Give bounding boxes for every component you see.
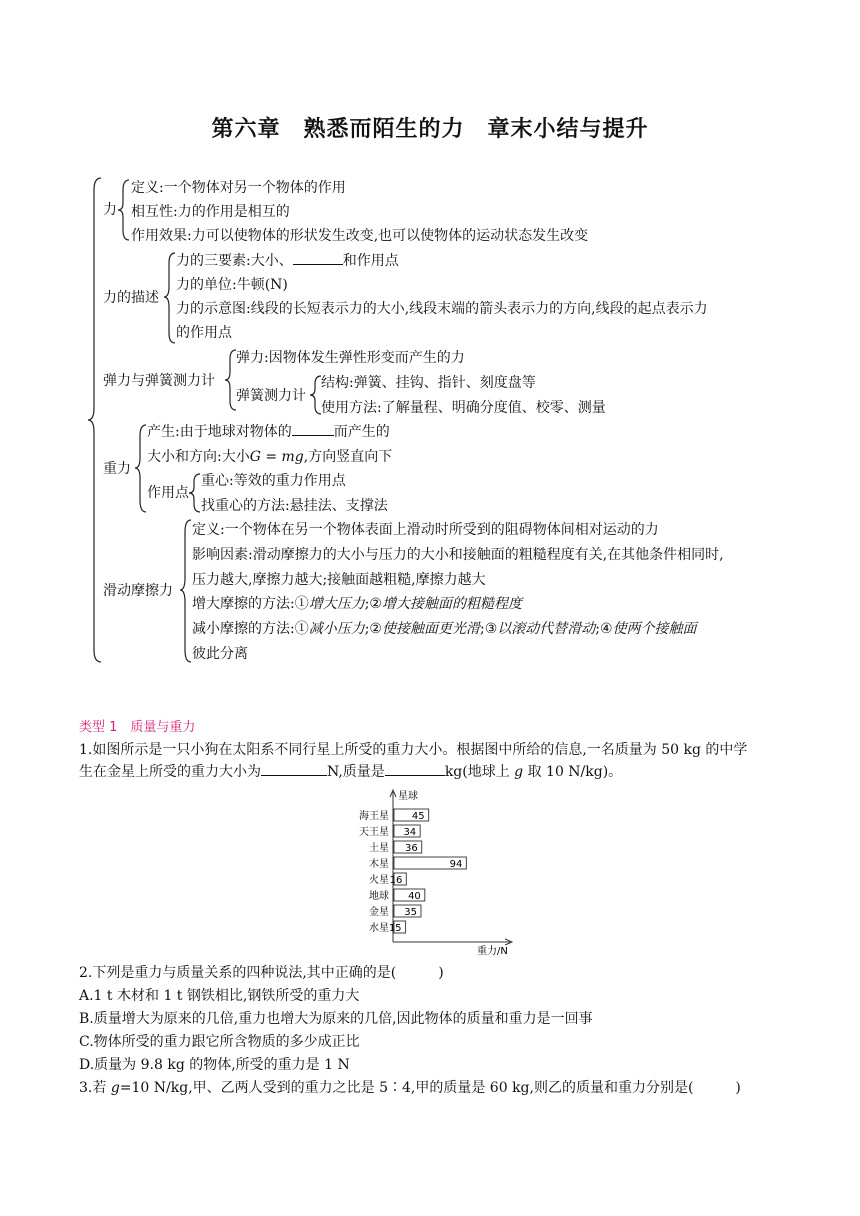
force-diagram-line2: 的作用点 [176, 325, 232, 341]
friction-label: 滑动摩擦力 [103, 583, 173, 599]
q2-option-b: B.质量增大为原来的几倍,重力也增大为原来的几倍,因此物体的质量和重力是一回事 [79, 1011, 593, 1027]
meter-structure: 结构:弹簧、挂钩、指针、刻度盘等 [321, 375, 536, 391]
friction-factor-line1: 影响因素:滑动摩擦力的大小与压力的大小和接触面的粗糙程度有关,在其他条件相同时, [192, 547, 724, 563]
gravity-label: 重力 [103, 461, 131, 477]
data-label: 45 [411, 811, 425, 822]
category-label: 火星 [369, 875, 389, 886]
category-label: 海王星 [359, 811, 389, 822]
center-of-gravity: 重心:等效的重力作用点 [201, 473, 346, 489]
category-label: 木星 [369, 859, 389, 870]
force-mutuality: 相互性:力的作用是相互的 [131, 204, 290, 220]
category-label: 地球 [369, 891, 389, 902]
gravity-magnitude: 大小和方向:大小G = mg,方向竖直向下 [147, 449, 393, 465]
data-label: 16 [389, 875, 403, 886]
force-label: 力 [103, 202, 117, 218]
q1-line2: 生在金星上所受的重力大小为 N,质量是 kg(地球上 g 取 10 N/kg)。 [79, 764, 623, 780]
q2-option-c: C.物体所受的重力跟它所含物质的多少成正比 [79, 1034, 360, 1050]
elastic-definition: 弹力:因物体发生弹性形变而产生的力 [236, 350, 465, 366]
data-label: 40 [408, 891, 421, 902]
category-label: 天王星 [359, 827, 389, 838]
q1-line1: 1.如图所示是一只小狗在太阳系不同行星上所受的重力大小。根据图中所给的信息,一名质量为 50 kg 的中学 [79, 742, 748, 758]
meter-usage: 使用方法:了解量程、明确分度值、校零、测量 [321, 400, 606, 416]
category-label: 土星 [369, 843, 389, 854]
data-label: 34 [403, 827, 417, 838]
q2-option-a: A.1 t 木材和 1 t 钢铁相比,钢铁所受的重力大 [79, 988, 360, 1004]
force-diagram-line1: 力的示意图:线段的长短表示力的大小,线段末端的箭头表示力的方向,线段的起点表示力 [176, 301, 708, 317]
force-effect: 作用效果:力可以使物体的形状发生改变,也可以使物体的运动状态发生改变 [131, 228, 589, 244]
desc-label: 力的描述 [103, 290, 159, 306]
q2-stem: 2.下列是重力与质量关系的四种说法,其中正确的是( ) [79, 965, 444, 981]
three-elements: 力的三要素:大小、 和作用点 [176, 253, 399, 269]
data-label: 35 [404, 907, 417, 918]
q2-option-d: D.质量为 9.8 kg 的物体,所受的重力是 1 N [79, 1057, 350, 1073]
data-label: 94 [449, 859, 463, 870]
increase-friction: 增大摩擦的方法:①增大压力;②增大接触面的粗糙程度 [192, 596, 522, 612]
q3-stem: 3.若 g=10 N/kg,甲、乙两人受到的重力之比是 5∶4,甲的质量是 60 kg,则乙的质量和重力分别是( ) [79, 1080, 741, 1096]
section-heading: 类型 1 质量与重力 [79, 720, 196, 735]
data-label: 15 [388, 923, 402, 934]
gravity-origin: 产生:由于地球对物体的 而产生的 [147, 424, 390, 440]
decrease-friction-cont: 彼此分离 [192, 646, 248, 662]
meter-label: 弹簧测力计 [236, 388, 306, 404]
elastic-label: 弹力与弹簧测力计 [103, 373, 215, 389]
category-label: 金星 [369, 907, 389, 918]
y-axis-label: 星球 [398, 791, 418, 802]
decrease-friction: 减小摩擦的方法:①减小压力;②使接触面更光滑;③以滚动代替滑动;④使两个接触面 [192, 621, 697, 637]
x-axis-label: 重力/N [477, 946, 508, 957]
force-definition: 定义:一个物体对另一个物体的作用 [131, 180, 346, 196]
category-label: 水星 [369, 923, 389, 934]
data-label: 36 [404, 843, 418, 854]
force-unit: 力的单位:牛顿(N) [176, 277, 288, 293]
page-title: 第六章 熟悉而陌生的力 章末小结与提升 [211, 117, 649, 142]
friction-definition: 定义:一个物体在另一个物体表面上滑动时所受到的阻碍物体间相对运动的力 [192, 522, 659, 538]
point-label: 作用点 [147, 485, 189, 501]
friction-factor-line2: 压力越大,摩擦力越大;接触面越粗糙,摩擦力越大 [192, 572, 486, 588]
find-center-methods: 找重心的方法:悬挂法、支撑法 [201, 498, 388, 514]
